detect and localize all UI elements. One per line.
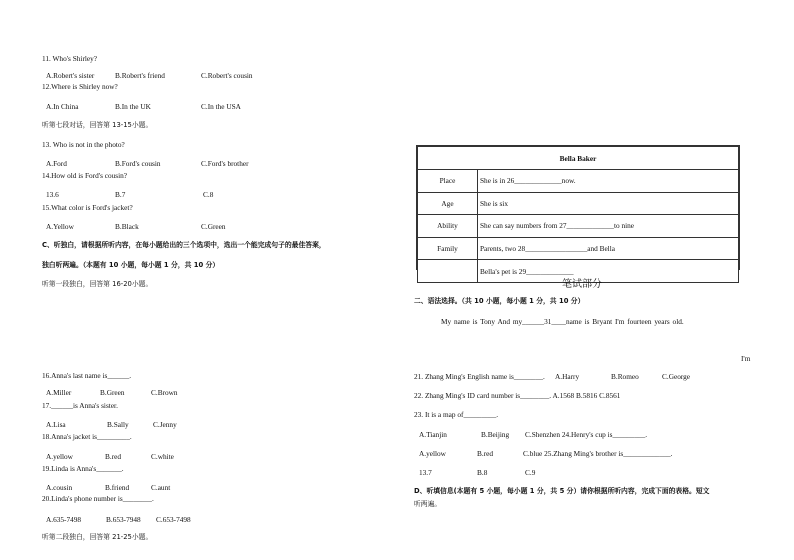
- question-15: 15.What color is Ford's jacket?: [42, 203, 133, 212]
- option-c: C.9: [525, 468, 536, 477]
- dialog-7-instruction: 听第七段对话，回答第 13-15小题。: [42, 121, 153, 129]
- passage-line: My name is Tony And my______31____name is Bryant I'm fourteen years old.: [441, 317, 684, 326]
- section-c-heading-2: 独白听两遍。（本题有 10 小题，每小题 1 分，共 10 分）: [42, 261, 220, 269]
- row-key: Family: [418, 237, 478, 260]
- section-2-heading: 二、语法选择。（共 10 小题，每小题 1 分，共 10 分）: [414, 297, 585, 305]
- option-b: B.friend: [105, 483, 130, 492]
- option-c-and-question-24: C.Shenzhen 24.Henry's cup is_________.: [525, 430, 648, 439]
- option-c: C.white: [151, 452, 174, 461]
- question-22: 22. Zhang Ming's ID card number is________. A.1568 B.5816 C.8561: [414, 391, 621, 400]
- row-key: [418, 260, 478, 283]
- option-a: 13.6: [46, 190, 59, 199]
- option-a: A.Miller: [46, 388, 72, 397]
- question-11: 11. Who's Shirley?: [42, 54, 98, 63]
- option-a: A.Lisa: [46, 420, 66, 429]
- question-13: 13. Who is not in the photo?: [42, 140, 125, 149]
- option-b: B.Romeo: [611, 372, 639, 381]
- question-20: 20.Linda's phone number is________.: [42, 494, 154, 503]
- question-16: 16.Anna's last name is______.: [42, 371, 132, 380]
- option-c: C.In the USA: [201, 102, 241, 111]
- option-c: C.Ford's brother: [201, 159, 249, 168]
- option-a: A.In China: [46, 102, 79, 111]
- option-a: A.Yellow: [46, 222, 74, 231]
- option-b: B.653-7948: [106, 515, 141, 524]
- row-value: She is six: [478, 192, 739, 215]
- info-table: [416, 145, 740, 276]
- option-b: B.Beijing: [481, 430, 510, 439]
- table-row: [418, 237, 739, 260]
- option-a: A.Robert's sister: [46, 71, 95, 80]
- written-part-title: 笔试部分: [562, 279, 602, 290]
- option-a: A.Ford: [46, 159, 67, 168]
- option-b: B.Ford's cousin: [115, 159, 161, 168]
- section-c-heading: C、听独白，请根据所听内容，在每小题给出的三个选项中，选出一个能完成句子的最佳答案，: [42, 241, 326, 249]
- option-c: C.8: [203, 190, 214, 199]
- option-a: A.yellow: [46, 452, 73, 461]
- table-row: [418, 192, 739, 215]
- row-value: Parents, two 28_________________and Bella: [478, 237, 739, 260]
- table-row: [418, 215, 739, 238]
- question-17: 17.______is Anna's sister.: [42, 401, 118, 410]
- question-14: 14.How old is Ford's cousin?: [42, 171, 128, 180]
- option-a: A.Tianjin: [419, 430, 447, 439]
- option-b: B.Green: [100, 388, 125, 397]
- monologue-1-instruction: 听第一段独白，回答第 16-20小题。: [42, 280, 153, 288]
- option-c: C.aunt: [151, 483, 171, 492]
- option-b: B.red: [105, 452, 122, 461]
- row-value: She is in 26_____________now.: [478, 170, 739, 193]
- option-b: B.8: [477, 468, 488, 477]
- question-18: 18.Anna's jacket is_________.: [42, 432, 132, 441]
- option-c: C.Robert's cousin: [201, 71, 253, 80]
- question-23: 23. It is a map of_________.: [414, 410, 499, 419]
- row-key: Age: [418, 192, 478, 215]
- option-b: B.red: [477, 449, 494, 458]
- passage-continuation: I'm: [741, 354, 751, 363]
- question-12: 12.Where is Shirley now?: [42, 82, 118, 91]
- option-b: B.Black: [115, 222, 139, 231]
- section-d-heading-2: 听两遍。: [414, 500, 442, 508]
- option-c-and-question-25: C.blue 25.Zhang Ming's brother is_____________.: [523, 449, 673, 458]
- option-a: A.cousin: [46, 483, 73, 492]
- table-row: [418, 170, 739, 193]
- row-key: Place: [418, 170, 478, 193]
- row-value: She can say numbers from 27_____________to nine: [478, 215, 739, 238]
- table-title: Bella Baker: [418, 147, 739, 170]
- option-b: B.Sally: [107, 420, 129, 429]
- option-a: A.Harry: [555, 372, 580, 381]
- question-21: 21. Zhang Ming's English name is________.: [414, 372, 545, 381]
- option-a: 13.7: [419, 468, 432, 477]
- option-b: B.Robert's friend: [115, 71, 165, 80]
- option-a: A.yellow: [419, 449, 446, 458]
- option-c: C.Jenny: [153, 420, 177, 429]
- option-b: B.7: [115, 190, 126, 199]
- option-b: B.In the UK: [115, 102, 151, 111]
- section-d-heading: D、听填信息(本题有 5 小题，每小题 1 分，共 5 分）请你根据所听内容，完成下面的表格。短文: [414, 487, 710, 495]
- option-c: C.George: [662, 372, 691, 381]
- row-value: Bella's pet is 29_____________: [478, 260, 739, 283]
- option-c: C.653-7498: [156, 515, 191, 524]
- option-c: C.Green: [201, 222, 226, 231]
- option-a: A.635-7498: [46, 515, 82, 524]
- option-c: C.Brown: [151, 388, 178, 397]
- question-19: 19.Linda is Anna's_______.: [42, 464, 124, 473]
- monologue-2-instruction: 听第二段独白，回答第 21-25小题。: [42, 533, 153, 541]
- row-key: Ability: [418, 215, 478, 238]
